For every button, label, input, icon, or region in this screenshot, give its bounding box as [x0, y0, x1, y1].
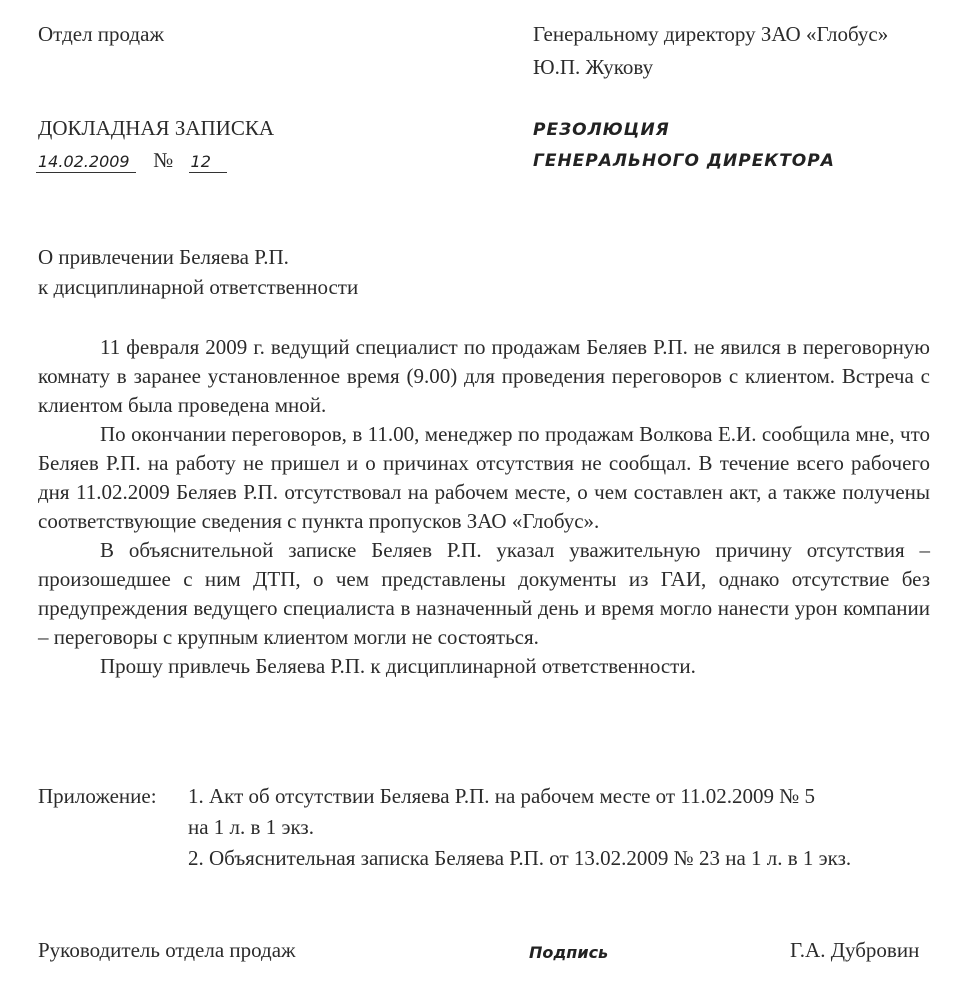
- body-paragraph: В объяснительной записке Беляев Р.П. указал уважительную причину отсутствия – произошедшее с ним ДТП, о чем представлены документы из ГАИ, однако отсутствие без предупреждения ведущего специалиста в назначенный день и время могло нанести урон компании – переговоры с крупным клиентом могли не состояться.: [38, 538, 930, 649]
- signatory-position: Руководитель отдела продаж: [38, 938, 296, 962]
- memo-body: [38, 333, 930, 681]
- attachments-label: Приложение:: [38, 784, 157, 808]
- addressee-line-2: Ю.П. Жукову: [533, 55, 654, 79]
- number-sign: №: [153, 148, 174, 172]
- subject-line-2: к дисциплинарной ответственности: [38, 275, 359, 299]
- body-paragraph: По окончании переговоров, в 11.00, менеджер по продажам Волкова Е.И. сообщила мне, что Беляев Р.П. на работу не пришел и о причинах отсутствия не сообщал. В течение всего рабочего дня 11.02.2009 Беляев Р.П. отсутствовал на рабочем месте, о чем составлен акт, а также получены соответствующие сведения с пункта пропусков ЗАО «Глобус».: [38, 422, 930, 533]
- signatory-name: Г.А. Дубровин: [790, 938, 920, 962]
- subject-line-1: О привлечении Беляева Р.П.: [38, 245, 289, 269]
- signature-placeholder: Подпись: [529, 943, 609, 962]
- attachment-item-1: 1. Акт об отсутствии Беляева Р.П. на рабочем месте от 11.02.2009 № 5: [188, 784, 816, 808]
- addressee-line-1: Генеральному директору ЗАО «Глобус»: [533, 22, 889, 46]
- department-name: Отдел продаж: [38, 22, 164, 46]
- resolution-line-2: ГЕНЕРАЛЬНОГО ДИРЕКТОРА: [533, 151, 835, 171]
- document-date: 14.02.2009: [36, 152, 136, 173]
- body-paragraph: 11 февраля 2009 г. ведущий специалист по продажам Беляев Р.П. не явился в переговорную комнату в заранее установленное время (9.00) для проведения переговоров с клиентом. Встреча с клиентом была проведена мной.: [38, 335, 930, 417]
- document-date-number: [36, 146, 227, 175]
- body-paragraph: Прошу привлечь Беляева Р.П. к дисциплинарной ответственности.: [100, 654, 696, 678]
- document-number: 12: [189, 152, 227, 173]
- attachment-item-2: 2. Объяснительная записка Беляева Р.П. от 13.02.2009 № 23 на 1 л. в 1 экз.: [188, 846, 852, 870]
- attachment-item-1-pages: на 1 л. в 1 экз.: [188, 815, 314, 839]
- resolution-line-1: РЕЗОЛЮЦИЯ: [533, 120, 670, 140]
- document-type: ДОКЛАДНАЯ ЗАПИСКА: [38, 116, 275, 140]
